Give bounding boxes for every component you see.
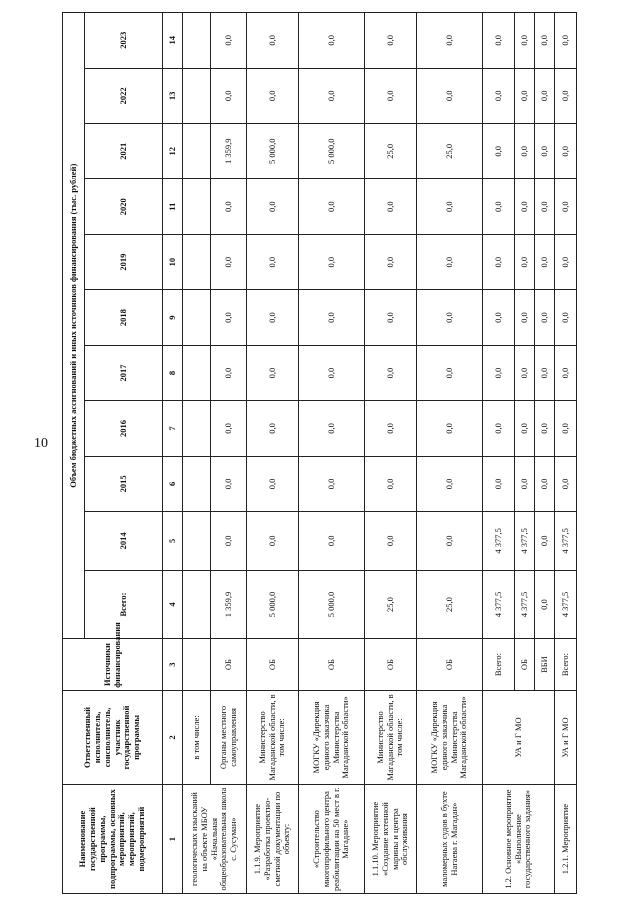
row-name: 1.1.10. Мероприятие «Создание яхтенной марины и центра обслуживания xyxy=(365,785,417,894)
row-value: 0,0 xyxy=(299,13,365,69)
row-value: 0,0 xyxy=(211,456,247,511)
row-value: 0,0 xyxy=(417,13,483,69)
row-value: 0,0 xyxy=(483,234,515,289)
header-year: 2017 xyxy=(85,345,163,400)
row-value xyxy=(183,401,211,456)
row-value: 0,0 xyxy=(555,68,577,123)
row-value xyxy=(183,124,211,179)
row-value: 5 000,0 xyxy=(299,124,365,179)
row-value: 0,0 xyxy=(299,456,365,511)
col-number: 14 xyxy=(163,13,183,69)
row-value: 0,0 xyxy=(555,13,577,69)
row-source: ОБ xyxy=(299,639,365,690)
row-value: 1 359,9 xyxy=(211,124,247,179)
row-value: 0,0 xyxy=(365,456,417,511)
row-value: 0,0 xyxy=(417,401,483,456)
row-responsible: МОГКУ «Дирекция единого заказчика Министерства Магаданской области» xyxy=(299,690,365,784)
row-value: 0,0 xyxy=(515,456,535,511)
row-responsible: УА и Г МО xyxy=(483,690,555,784)
row-value: 0,0 xyxy=(247,456,299,511)
row-value: 0,0 xyxy=(365,13,417,69)
row-value: 25,0 xyxy=(417,570,483,639)
row-value: 0,0 xyxy=(365,179,417,234)
financing-table xyxy=(62,12,577,894)
row-value: 0,0 xyxy=(211,401,247,456)
row-value: 0,0 xyxy=(247,13,299,69)
header-year: 2014 xyxy=(85,512,163,571)
row-value: 0,0 xyxy=(299,401,365,456)
col-number: 1 xyxy=(163,785,183,894)
row-name: 1.2. Основное мероприятие «Выполнение государственного задания» xyxy=(483,785,555,894)
row-value: 0,0 xyxy=(211,13,247,69)
rotated-table xyxy=(62,12,570,894)
row-value: 0,0 xyxy=(515,124,535,179)
row-value: 0,0 xyxy=(211,345,247,400)
row-value: 5 000,0 xyxy=(247,570,299,639)
col-number: 12 xyxy=(163,124,183,179)
row-value: 0,0 xyxy=(417,456,483,511)
row-name: «Строительство многопрофильного центра реабилитации на 50 мест в г. Магадане» xyxy=(299,785,365,894)
row-name: 1.1.9. Мероприятие «Разработка проектно-сметной документации по объекту: xyxy=(247,785,299,894)
row-value: 0,0 xyxy=(483,13,515,69)
row-value: 0,0 xyxy=(483,456,515,511)
row-value: 0,0 xyxy=(535,124,555,179)
col-number: 11 xyxy=(163,179,183,234)
row-value: 0,0 xyxy=(555,179,577,234)
row-value: 0,0 xyxy=(299,234,365,289)
row-responsible: УА и Г МО xyxy=(555,690,577,784)
header-year: 2023 xyxy=(85,13,163,69)
row-value: 0,0 xyxy=(299,345,365,400)
row-value: 0,0 xyxy=(535,13,555,69)
row-value: 0,0 xyxy=(483,401,515,456)
row-value: 0,0 xyxy=(211,68,247,123)
table-row xyxy=(183,13,211,894)
row-source: ОБ xyxy=(515,639,535,690)
row-value: 0,0 xyxy=(483,179,515,234)
page-number: 10 xyxy=(34,436,48,451)
row-value: 0,0 xyxy=(299,68,365,123)
row-value: 0,0 xyxy=(483,68,515,123)
table-row xyxy=(247,13,299,894)
header-year: 2018 xyxy=(85,290,163,345)
row-value: 25,0 xyxy=(417,124,483,179)
row-responsible: Министерство Магаданской области, в том числе: xyxy=(247,690,299,784)
row-value: 4 377,5 xyxy=(483,570,515,639)
row-value: 0,0 xyxy=(211,512,247,571)
table-row xyxy=(483,13,515,894)
header-source: Источники финансирования xyxy=(63,639,163,690)
row-value: 0,0 xyxy=(417,345,483,400)
table-row xyxy=(555,13,577,894)
header-year: 2020 xyxy=(85,179,163,234)
row-value: 0,0 xyxy=(535,234,555,289)
row-value: 4 377,5 xyxy=(515,570,535,639)
table-row xyxy=(365,13,417,894)
row-value xyxy=(183,68,211,123)
row-name: геологических изысканий на объекте МБОУ «Начальная общеобразовательная школа с. Сусуман» xyxy=(183,785,247,894)
row-name: 1.2.1. Мероприятие xyxy=(555,785,577,894)
row-value: 0,0 xyxy=(365,68,417,123)
col-number: 5 xyxy=(163,512,183,571)
row-value: 0,0 xyxy=(555,456,577,511)
row-source: Всего: xyxy=(555,639,577,690)
row-value: 0,0 xyxy=(365,345,417,400)
row-value: 0,0 xyxy=(417,179,483,234)
header-year: 2022 xyxy=(85,68,163,123)
header-year: 2021 xyxy=(85,124,163,179)
row-source: ВБИ xyxy=(535,639,555,690)
col-number: 3 xyxy=(163,639,183,690)
row-value: 0,0 xyxy=(515,68,535,123)
row-value: 0,0 xyxy=(555,345,577,400)
row-value: 0,0 xyxy=(535,456,555,511)
row-value: 0,0 xyxy=(515,345,535,400)
row-value: 0,0 xyxy=(299,179,365,234)
row-value: 0,0 xyxy=(247,234,299,289)
row-value: 0,0 xyxy=(535,179,555,234)
row-responsible: Министерство Магаданской области, в том числе: xyxy=(365,690,417,784)
row-responsible: Органы местного самоуправления xyxy=(211,690,247,784)
row-value: 4 377,5 xyxy=(483,512,515,571)
row-value: 0,0 xyxy=(365,401,417,456)
row-value: 0,0 xyxy=(365,290,417,345)
row-value xyxy=(183,512,211,571)
row-value: 0,0 xyxy=(535,68,555,123)
row-value: 0,0 xyxy=(555,124,577,179)
row-value: 0,0 xyxy=(483,290,515,345)
col-number: 7 xyxy=(163,401,183,456)
header-responsible: Ответственный исполнитель, соисполнитель, участник государственной программы xyxy=(63,690,163,784)
row-value: 0,0 xyxy=(247,68,299,123)
rotated-table-area xyxy=(62,12,570,894)
row-value: 0,0 xyxy=(247,345,299,400)
row-value: 0,0 xyxy=(211,290,247,345)
row-value: 0,0 xyxy=(417,290,483,345)
row-value: 25,0 xyxy=(365,570,417,639)
row-value: 0,0 xyxy=(535,570,555,639)
row-value: 0,0 xyxy=(299,512,365,571)
row-value: 0,0 xyxy=(555,401,577,456)
row-source: Всего: xyxy=(483,639,515,690)
row-value: 0,0 xyxy=(483,124,515,179)
row-value: 0,0 xyxy=(515,179,535,234)
col-number: 10 xyxy=(163,234,183,289)
row-value: 0,0 xyxy=(211,179,247,234)
header-total: Всего: xyxy=(85,570,163,639)
row-value: 0,0 xyxy=(299,290,365,345)
row-value: 0,0 xyxy=(535,290,555,345)
row-value xyxy=(183,13,211,69)
row-value: 0,0 xyxy=(555,290,577,345)
row-value: 4 377,5 xyxy=(555,570,577,639)
row-value: 0,0 xyxy=(515,401,535,456)
row-value: 0,0 xyxy=(515,13,535,69)
col-number: 13 xyxy=(163,68,183,123)
col-number: 8 xyxy=(163,345,183,400)
row-value: 0,0 xyxy=(515,234,535,289)
header-year: 2019 xyxy=(85,234,163,289)
row-value xyxy=(183,290,211,345)
row-value: 25,0 xyxy=(365,124,417,179)
row-value: 0,0 xyxy=(365,234,417,289)
row-value xyxy=(183,179,211,234)
row-value: 0,0 xyxy=(247,290,299,345)
row-value: 0,0 xyxy=(365,512,417,571)
row-value: 4 377,5 xyxy=(555,512,577,571)
col-number: 9 xyxy=(163,290,183,345)
row-value: 0,0 xyxy=(417,234,483,289)
row-value xyxy=(183,570,211,639)
header-volume: Объем бюджетных ассигнований и иных источников финансирования (тыс. рублей) xyxy=(63,13,85,639)
row-value: 0,0 xyxy=(247,512,299,571)
table-row xyxy=(211,13,247,894)
row-value xyxy=(183,345,211,400)
row-source xyxy=(183,639,211,690)
row-value: 0,0 xyxy=(535,345,555,400)
row-value: 0,0 xyxy=(555,234,577,289)
header-year: 2015 xyxy=(85,456,163,511)
row-value: 0,0 xyxy=(535,401,555,456)
col-number: 6 xyxy=(163,456,183,511)
row-source: ОБ xyxy=(247,639,299,690)
row-source: ОБ xyxy=(365,639,417,690)
row-value: 1 359,9 xyxy=(211,570,247,639)
header-name: Наименование государственной программы, подпрограммы, основных мероприятий, мероприятий, подмероприятий xyxy=(63,785,163,894)
row-value: 4 377,5 xyxy=(515,512,535,571)
col-number: 2 xyxy=(163,690,183,784)
table-row xyxy=(299,13,365,894)
row-value: 0,0 xyxy=(211,234,247,289)
col-number: 4 xyxy=(163,570,183,639)
row-name: маломерных судов в бухте Нагаева г. Магадан» xyxy=(417,785,483,894)
column-number-row xyxy=(163,13,183,894)
table-row xyxy=(417,13,483,894)
row-value: 0,0 xyxy=(247,179,299,234)
row-source: ОБ xyxy=(417,639,483,690)
row-value xyxy=(183,456,211,511)
row-value: 0,0 xyxy=(483,345,515,400)
table-body xyxy=(183,13,577,894)
row-source: ОБ xyxy=(211,639,247,690)
row-value: 5 000,0 xyxy=(247,124,299,179)
row-value: 0,0 xyxy=(247,401,299,456)
row-value: 0,0 xyxy=(515,290,535,345)
row-value xyxy=(183,234,211,289)
row-value: 0,0 xyxy=(417,68,483,123)
header-year: 2016 xyxy=(85,401,163,456)
row-responsible: в том числе: xyxy=(183,690,211,784)
row-value: 0,0 xyxy=(417,512,483,571)
row-value: 5 000,0 xyxy=(299,570,365,639)
row-responsible: МОГКУ «Дирекция единого заказчика Министерства Магаданской области» xyxy=(417,690,483,784)
row-value: 0,0 xyxy=(535,512,555,571)
